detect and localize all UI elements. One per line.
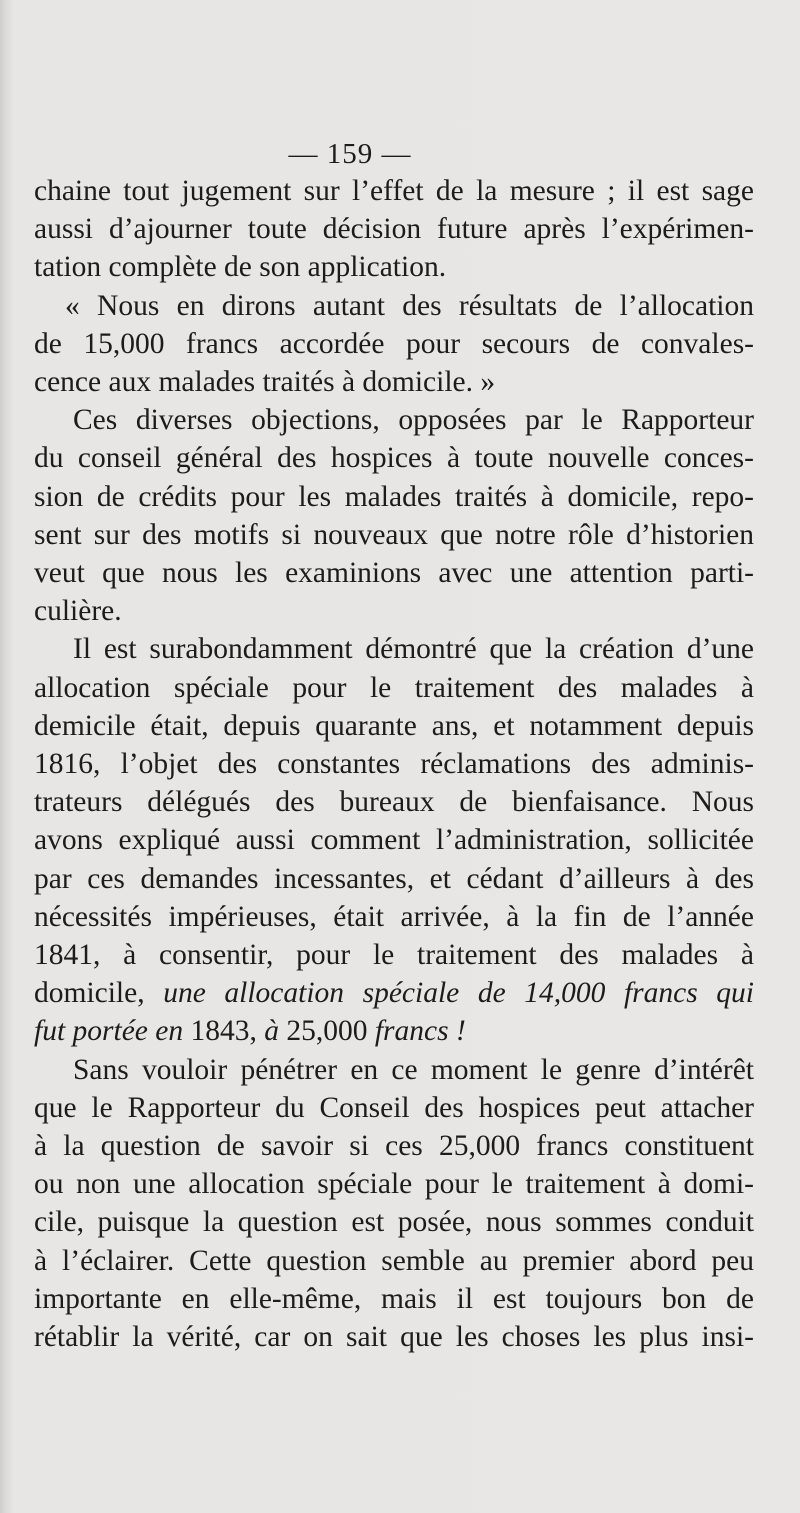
text-line: que le Rapporteur du Conseil des hospices peut attacher: [34, 1091, 754, 1124]
text-line-mixed: [34, 974, 754, 1012]
text-line: cile, puisque la question est posée, nous sommes conduit: [34, 1206, 754, 1239]
text-segment: 1843,: [190, 1015, 257, 1048]
text-line: cence aux malades traités à domicile. »: [34, 366, 496, 399]
italic-segment: francs !: [374, 1015, 466, 1048]
text-line-mixed: [34, 1012, 754, 1050]
text-line: par ces demandes incessantes, et cédant d’ailleurs à des: [34, 862, 754, 895]
italic-segment: à: [264, 1015, 279, 1048]
text-line: 1841, à consentir, pour le traitement des malades à: [34, 939, 754, 972]
body-text: [34, 172, 754, 1356]
text-line: culière.: [34, 595, 122, 628]
text-line: avons expliqué aussi comment l’administration, sollicitée: [34, 824, 754, 857]
text-line: Sans vouloir pénétrer en ce moment le genre d’intérêt: [73, 1053, 754, 1086]
text-line: à la question de savoir si ces 25,000 francs constituent: [34, 1130, 754, 1163]
text-line: veut que nous les examinions avec une attention parti-: [34, 557, 754, 590]
text-line: Il est surabondamment démontré que la création d’une: [73, 633, 754, 666]
text-line: nécessités impérieuses, était arrivée, à la fin de l’année: [34, 900, 754, 933]
text-line: tation complète de son application.: [34, 251, 447, 284]
text-segment: 25,000: [286, 1015, 368, 1048]
text-line: à l’éclairer. Cette question semble au premier abord peu: [34, 1244, 754, 1277]
text-line: rétablir la vérité, car on sait que les choses les plus insi-: [34, 1321, 754, 1354]
italic-segment: fut portée en: [34, 1015, 184, 1048]
page-gutter-shadow: [0, 0, 12, 1513]
text-line: chaine tout jugement sur l’effet de la mesure ; il est sage: [34, 175, 754, 207]
text-line: demicile était, depuis quarante ans, et notamment depuis: [34, 709, 754, 742]
italic-segment: une allocation spéciale de 14,000 francs qui: [163, 977, 755, 1010]
text-line: du conseil général des hospices à toute nouvelle conces-: [34, 442, 754, 475]
text-line: sent sur des motifs si nouveaux que notre rôle d’historien: [34, 518, 754, 551]
text-line: sion de crédits pour les malades traités à domicile, repo-: [34, 480, 754, 513]
text-line: « Nous en dirons autant des résultats de l’allocation: [65, 289, 754, 322]
page-number: — 159 —: [288, 138, 412, 170]
text-line: de 15,000 francs accordée pour secours de convales-: [34, 327, 754, 360]
text-line: allocation spéciale pour le traitement des malades à: [34, 671, 754, 704]
text-segment: domicile,: [34, 977, 145, 1010]
text-line: Ces diverses objections, opposées par le Rapporteur: [73, 404, 754, 437]
text-line: aussi d’ajourner toute décision future après l’expérimen-: [34, 213, 754, 246]
text-line: 1816, l’objet des constantes réclamations des adminis-: [34, 748, 754, 781]
text-line: importante en elle-même, mais il est toujours bon de: [34, 1282, 754, 1315]
text-line: trateurs délégués des bureaux de bienfaisance. Nous: [34, 786, 754, 819]
text-line: ou non une allocation spéciale pour le traitement à domi-: [34, 1168, 754, 1201]
